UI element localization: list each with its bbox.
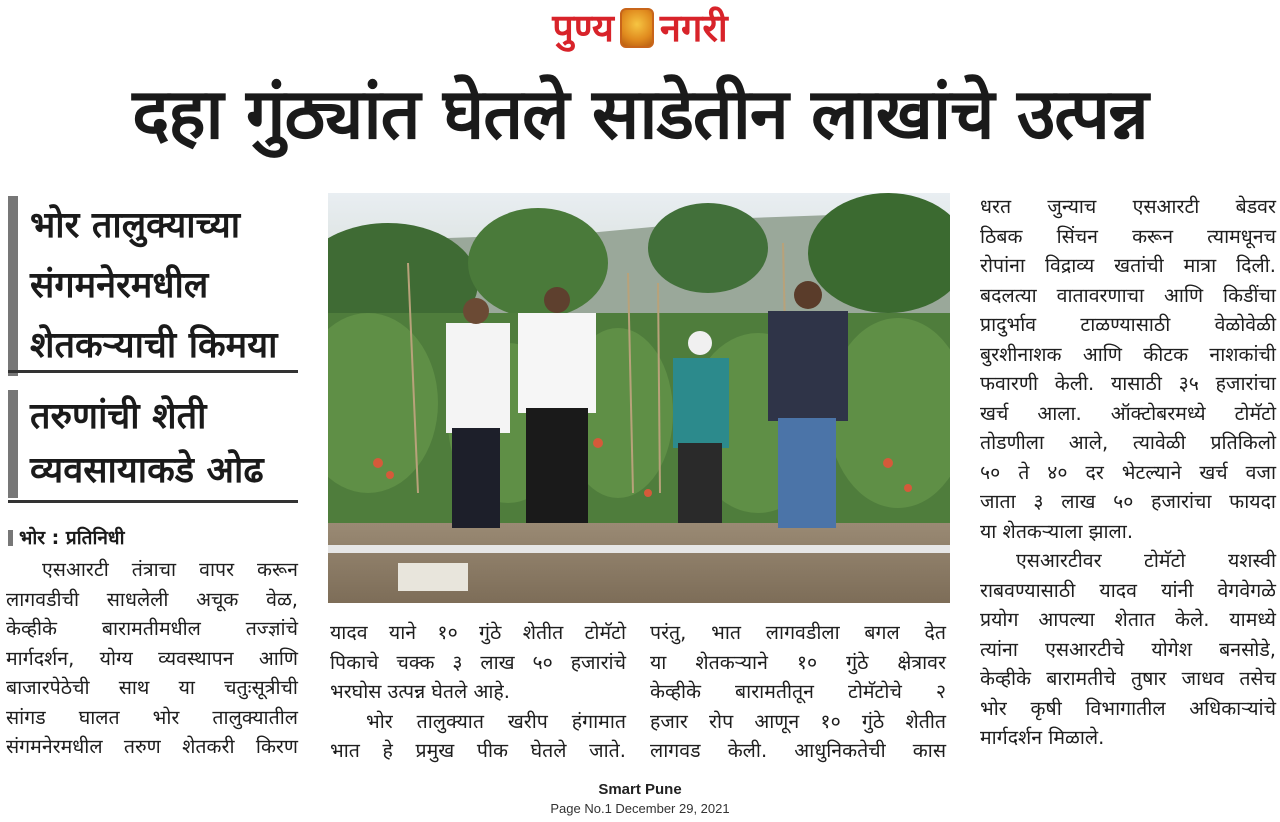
column-line: केव्हीके बारामतीतून टोमॅटोचे २ xyxy=(650,680,946,703)
column-line: लागवड केली. आधुनिकतेची कास xyxy=(650,739,946,762)
masthead xyxy=(0,4,1280,52)
column-line: लागवडीची साधलेली अचूक वेळ, xyxy=(6,587,298,611)
column-line: हजार रोप आणून १० गुंठे शेतीत xyxy=(650,709,946,733)
column-line: परंतु, भात लागवडीला बगल देत xyxy=(650,621,946,644)
deck-line: तरुणांची शेती xyxy=(30,396,207,437)
page-date-info: Page No.1 December 29, 2021 xyxy=(550,801,730,816)
column-line: एसआरटीवर टोमॅटो यशस्वी xyxy=(1016,549,1276,572)
farmers-in-tomato-field-photo xyxy=(328,193,950,603)
column-line: राबवण्यासाठी यादव यांनी वेगवेगळे xyxy=(980,578,1276,602)
masthead-left-word: पुण्य xyxy=(552,6,614,50)
column-line: भोर कृषी विभागातील अधिकाऱ्यांचे xyxy=(980,696,1276,720)
column-line: धरत जुन्याच एसआरटी बेडवर xyxy=(980,195,1276,218)
deck-divider xyxy=(8,500,298,503)
masthead-right-word: नगरी xyxy=(659,6,728,50)
column-line: एसआरटी तंत्राचा वापर करून xyxy=(42,558,298,581)
deck-secondary xyxy=(8,390,300,498)
column-line: भात हे प्रमुख पीक घेतले जाते. xyxy=(330,739,626,762)
column-line: यादव याने १० गुंठे शेतीत टोमॅटो xyxy=(330,621,626,644)
headline: दहा गुंठ्यांत घेतले साडेतीन लाखांचे उत्पन्न xyxy=(132,73,1148,155)
column-line: या शेतकऱ्याने १० गुंठे क्षेत्रावर xyxy=(650,650,946,674)
deck-line: भोर तालुक्याच्या xyxy=(30,205,241,246)
byline-text: भोर : प्रतिनिधी xyxy=(19,527,125,549)
article-column-4 xyxy=(980,192,1276,753)
byline-marker xyxy=(8,530,13,546)
deck-line: शेतकऱ्याची किमया xyxy=(30,325,278,366)
column-line: ठिबक सिंचन करून त्यामधूनच xyxy=(980,224,1276,248)
column-line: मार्गदर्शन, योग्य व्यवस्थापन आणि xyxy=(6,646,298,670)
column-line: या शेतकऱ्याला झाला. xyxy=(980,519,1134,543)
column-line: त्यांना एसआरटीचे योगेश बनसोडे, xyxy=(980,637,1276,661)
column-line: केव्हीके बारामतीमधील तज्ज्ञांचे xyxy=(6,617,298,640)
column-line: जाता ३ लाख ५० हजारांचा फायदा xyxy=(980,490,1276,513)
deck-line: व्यवसायाकडे ओढ xyxy=(30,450,264,491)
column-line: प्रयोग आपल्या शेतात केले. यामध्ये xyxy=(980,608,1276,631)
column-line: भोर तालुक्यात खरीप हंगामात xyxy=(366,709,626,733)
column-line: संगमनेरमधील तरुण शेतकरी किरण xyxy=(6,735,298,758)
column-line: सांगड घालत भोर तालुक्यातील xyxy=(6,705,298,729)
column-line: फवारणी केली. यासाठी ३५ हजारांचा xyxy=(980,372,1276,395)
article-column-1 xyxy=(6,555,298,762)
column-line: बाजारपेठेची साथ या चतुःसूत्रीची xyxy=(6,676,298,699)
article-column-2 xyxy=(330,618,626,766)
ganesha-emblem-icon xyxy=(620,8,654,48)
column-line: ५० ते ४० दर भेटल्याने खर्च वजा xyxy=(980,460,1276,484)
column-line: भरघोस उत्पन्न घेतले आहे. xyxy=(330,680,510,703)
deck-divider xyxy=(8,370,298,373)
deck-line: संगमनेरमधील xyxy=(30,265,209,306)
column-line: तोडणीला आले, त्यावेळी प्रतिकिलो xyxy=(980,431,1276,454)
publication-name: Smart Pune xyxy=(598,781,682,798)
column-line: केव्हीके बारामतीचे तुषार जाधव तसेच xyxy=(980,667,1276,690)
column-line: पिकाचे चक्क ३ लाख ५० हजारांचे xyxy=(330,650,626,674)
column-line: मार्गदर्शन मिळाले. xyxy=(980,726,1105,749)
article-column-3 xyxy=(650,618,946,766)
column-line: बदलत्या वातावरणाचा आणि किडींचा xyxy=(980,283,1276,307)
byline xyxy=(8,524,125,550)
deck-primary xyxy=(8,196,300,376)
column-line: प्रादुर्भाव टाळण्यासाठी वेळोवेळी xyxy=(980,313,1276,336)
column-line: रोपांना विद्राव्य खतांची मात्रा दिली. xyxy=(980,254,1276,277)
column-line: बुरशीनाशक आणि कीटक नाशकांची xyxy=(980,342,1276,366)
column-line: खर्च आला. ऑक्टोबरमध्ये टोमॅटो xyxy=(980,401,1276,425)
